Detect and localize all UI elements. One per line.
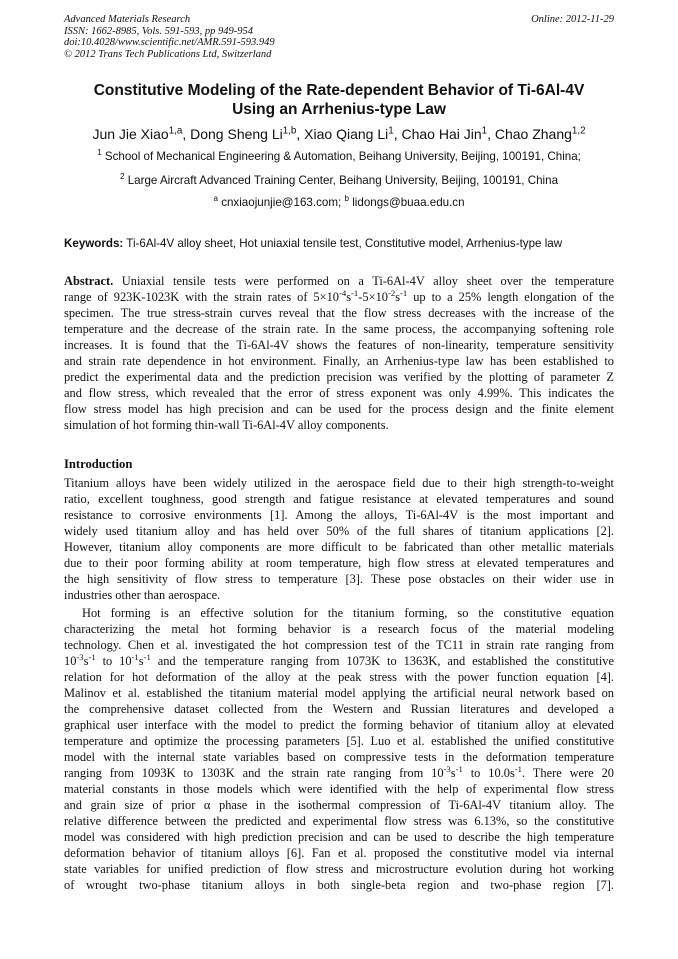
keywords-label: Keywords: bbox=[64, 237, 124, 250]
affiliation-2: $^2$ Large Aircraft Advanced Training Center, Beihang University, Beijing, 100191, China bbox=[119, 172, 559, 187]
author: Chao Zhang$^{1,2}$ bbox=[494, 125, 586, 142]
journal-copyright: © 2012 Trans Tech Publications Ltd, Switzerland bbox=[64, 48, 272, 60]
title-line-2: Using an Arrhenius-type Law bbox=[232, 101, 446, 118]
online-date: Online: 2012-11-29 bbox=[531, 14, 614, 25]
abstract-label: Abstract. bbox=[64, 274, 114, 288]
keywords bbox=[64, 237, 616, 251]
intro-paragraph-1: Titanium alloys have been widely utilized in the aerospace field due to their high strength-to-weight ratio, excellent toughness, good strength and fatigue resistance at elevated temperatures and sound resistance to corrosive environments [1]. Among the alloys, Ti-6Al-4V is the most important and widely used titanium alloy and has held over 50% of the full shares of titanium applications [2]. However, titanium alloy components are more difficult to be fabricated than other metallic materials due to their poor forming ability at room temperature, high flow stress at elevated temperatures and the high sensitivity of flow stress to temperature [3]. These pose obstacles on their wider use in industries other than aerospace. bbox=[64, 476, 614, 602]
intro-paragraph-2: Hot forming is an effective solution for the titanium forming, so the constitutive equation characterizing the metal hot forming behavior is a research focus of the material modeling technology. Chen et al. investigated the hot compression test of the TC11 in strain rate ranging from $10^{-3}s^{-1}$ to $10^{-1}s^{-1}$ and the temperature ranging from 1073K to 1363K, and established the constitutive relation for hot deformation of the alloy at the peak stress with the power function equation [4]. Malinov et al. established the titanium material model applying the artificial neural network based on the comprehensive dataset collected from the Western and Russian literatures and developed a graphical user interface with the model to predict the forming behavior of titanium alloy at elevated temperature and optimize the processing parameters [5]. Luo et al. established the unified constitutive model with the internal state variables based on compressive tests in the deformation temperature ranging from 1093K to 1303K and the strain rate ranging from $10^{-3}s^{-1}$ to $10.0s^{-1}$. There were 20 material constants in those models which were identified with the help of experimental flow stress and grain size of prior α phase in the isothermal compression of Ti-6Al-4V titanium alloy. The relative difference between the predicted and experimental flow stress was 6.13%, so the constitutive model was considered with high prediction precision and can be used to describe the high temperature deformation behavior of titanium alloys [6]. Fan et al. proposed the constitutive model via internal state variables for unified prediction of flow stress and microstructure evolution during hot working of wrought two-phase titanium alloys in both single-beta region and two-phase region [7]. bbox=[64, 606, 614, 892]
keywords-text: Ti-6Al-4V alloy sheet, Hot uniaxial tensile test, Constitutive model, Arrhenius-type law bbox=[126, 237, 563, 250]
author-list bbox=[40, 126, 638, 143]
author: Chao Hai Jin$^1$, bbox=[401, 125, 495, 142]
author: Dong Sheng Li$^{1,b}$, bbox=[190, 125, 305, 142]
affiliation-1: $^1$ School of Mechanical Engineering & Automation, Beihang University, Beijing, 100191, China; bbox=[97, 148, 581, 163]
journal-name: Advanced Materials Research bbox=[64, 14, 191, 25]
abstract: Abstract. Uniaxial tensile tests were performed on a Ti-6Al-4V alloy sheet over the temperature range of 923K-1023K with the strain rates of $5\times 10^{-4}s^{-1}-5\times 10^{-2}s^{-1}$ up to a 25% length elongation of the specimen. The true stress-strain curves reveal that the flow stress decreases with the increase of the temperature and the decrease of the strain rate. In the same process, the accompanying softening role increases. It is found that the Ti-6Al-4V shows the features of non-linearity, temperature sensitivity and strain rate dependence in hot environment. Finally, an Arrhenius-type law has been established to predict the experimental data and the prediction precision was verified by the plotting of parameter Z and flow stress, which revealed that the error of stress exponent was only 4.99%. This indicates the flow stress model has high precision and can be used for the process design and the finite element simulation of hot forming thin-wall Ti-6Al-4V alloy components. bbox=[64, 274, 614, 432]
author: Xiao Qiang Li$^1$, bbox=[304, 125, 402, 142]
paper-title bbox=[64, 81, 614, 119]
email-link[interactable]: lidongs@buaa.edu.cn bbox=[352, 196, 465, 209]
journal-header bbox=[64, 14, 275, 60]
journal-issn: ISSN: 1662-8985, Vols. 591-593, pp 949-954 bbox=[64, 25, 253, 37]
author-emails: $^a$ cnxiaojunjie@163.com; $^b$ lidongs@buaa.edu.cn bbox=[213, 194, 465, 209]
title-line-1: Constitutive Modeling of the Rate-dependent Behavior of Ti-6Al-4V bbox=[93, 82, 585, 99]
journal-doi: doi:10.4028/www.scientific.net/AMR.591-593.949 bbox=[64, 37, 275, 48]
section-heading-introduction: Introduction bbox=[64, 457, 133, 471]
email-link[interactable]: cnxiaojunjie@163.com; bbox=[221, 196, 342, 209]
author: Jun Jie Xiao$^{1,a}$, bbox=[92, 125, 191, 142]
